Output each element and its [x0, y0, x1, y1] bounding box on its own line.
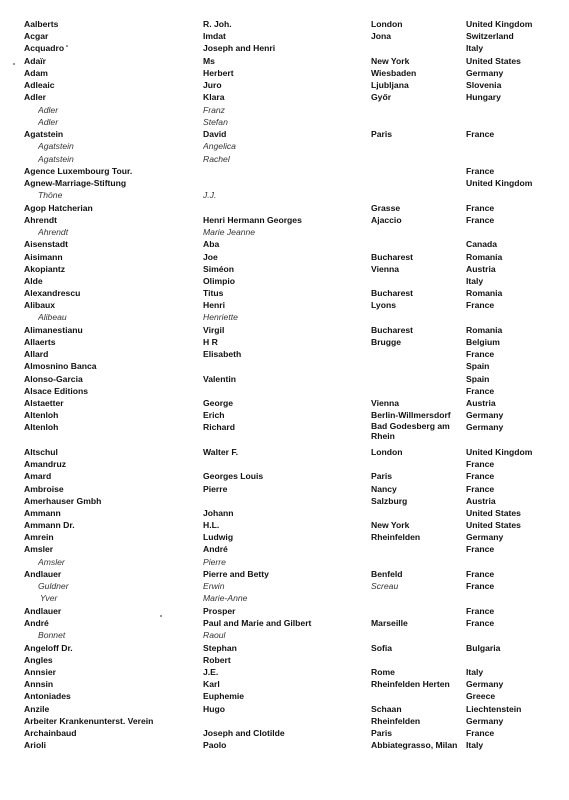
country-cell: Germany	[466, 532, 504, 542]
surname-cell: Altenloh	[24, 410, 59, 420]
register-row	[0, 507, 569, 519]
first-name-cell: Henri	[203, 300, 225, 310]
surname-cell: Amrein	[24, 532, 54, 542]
register-row	[0, 654, 569, 666]
register-row	[0, 238, 569, 250]
surname-cell: Adler	[38, 117, 59, 127]
register-row	[0, 458, 569, 470]
city-cell: Bucharest	[371, 252, 414, 262]
register-row	[0, 739, 569, 751]
city-cell: Vienna	[371, 398, 400, 408]
first-name-cell: David	[203, 129, 227, 139]
city-cell: Paris	[371, 728, 393, 738]
city-cell: Abbiategrasso, Milan	[371, 740, 458, 750]
register-row	[0, 360, 569, 372]
first-name-cell: Joseph and Henri	[203, 43, 276, 53]
city-cell: Schaan	[371, 704, 402, 714]
register-row	[0, 470, 569, 482]
register-row	[0, 642, 569, 654]
surname-cell: Altenloh	[24, 422, 59, 432]
surname-cell: Alexandrescu	[24, 288, 81, 298]
country-cell: Germany	[466, 422, 504, 432]
country-cell: United States	[466, 508, 521, 518]
country-cell: Liechtenstein	[466, 704, 522, 714]
surname-cell: Altschul	[24, 447, 58, 457]
surname-cell: Aisenstadt	[24, 239, 68, 249]
first-name-cell: Georges Louis	[203, 471, 264, 481]
register-row	[0, 421, 569, 441]
surname-cell: Adam	[24, 68, 48, 78]
register-row	[0, 543, 569, 555]
register-row	[0, 580, 569, 592]
first-name-cell: R. Joh.	[203, 19, 232, 29]
first-name-cell: Olimpio	[203, 276, 235, 286]
first-name-cell: Raoul	[203, 630, 226, 640]
register-row	[0, 385, 569, 397]
first-name-cell: Henri Hermann Georges	[203, 215, 302, 225]
country-cell: Germany	[466, 679, 504, 689]
register-row	[0, 202, 569, 214]
city-cell: Grasse	[371, 203, 401, 213]
surname-cell: Alsace Editions	[24, 386, 88, 396]
first-name-cell: Johann	[203, 508, 234, 518]
first-name-cell: Walter F.	[203, 447, 239, 457]
first-name-cell: André	[203, 544, 228, 554]
country-cell: Italy	[466, 667, 484, 677]
surname-cell: Allard	[24, 349, 49, 359]
surname-cell: Almosnino Banca	[24, 361, 97, 371]
register-row	[0, 531, 569, 543]
city-cell: Nancy	[371, 484, 397, 494]
register-row	[0, 226, 569, 238]
first-name-cell: J.E.	[203, 667, 219, 677]
register-row	[0, 299, 569, 311]
surname-cell: Arioli	[24, 740, 46, 750]
register-row	[0, 483, 569, 495]
register-row	[0, 275, 569, 287]
country-cell: United States	[466, 56, 521, 66]
city-cell: Marseille	[371, 618, 408, 628]
city-cell: Wiesbaden	[371, 68, 417, 78]
first-name-cell: Ms	[203, 56, 215, 66]
surname-cell: Ambroise	[24, 484, 64, 494]
surname-cell: Ammann Dr.	[24, 520, 75, 530]
register-row	[0, 703, 569, 715]
surname-cell: Acgar	[24, 31, 49, 41]
surname-cell: Alibaux	[24, 300, 56, 310]
surname-cell: Anzile	[24, 704, 50, 714]
country-cell: Romania	[466, 288, 503, 298]
city-cell: Vienna	[371, 264, 400, 274]
surname-cell: Annsin	[24, 679, 54, 689]
register-row	[0, 495, 569, 507]
first-name-cell: Joe	[203, 252, 218, 262]
first-name-cell: Euphemie	[203, 691, 245, 701]
surname-cell: Annsier	[24, 667, 56, 677]
surname-cell: Aalberts	[24, 19, 59, 29]
surname-cell: Guldner	[38, 581, 69, 591]
city-cell: Rome	[371, 667, 395, 677]
country-cell: Bulgaria	[466, 643, 501, 653]
first-name-cell: Pierre and Betty	[203, 569, 269, 579]
register-row	[0, 727, 569, 739]
surname-cell: Arbeiter Krankenunterst. Verein	[24, 716, 154, 726]
first-name-cell: Klara	[203, 92, 225, 102]
surname-cell: Ahrendt	[38, 227, 69, 237]
surname-cell: Adler	[24, 92, 46, 102]
surname-cell: Amerhauser Gmbh	[24, 496, 102, 506]
city-cell: Benfeld	[371, 569, 403, 579]
register-row	[0, 42, 569, 54]
surname-cell: Adleaic	[24, 80, 55, 90]
surname-cell: Agatstein	[24, 129, 64, 139]
surname-cell: Agence Luxembourg Tour.	[24, 166, 133, 176]
first-name-cell: Stephan	[203, 643, 237, 653]
register-row	[0, 79, 569, 91]
surname-cell: Thöne	[38, 190, 63, 200]
register-row	[0, 251, 569, 263]
register-row	[0, 336, 569, 348]
register-row	[0, 690, 569, 702]
register-row	[0, 91, 569, 103]
country-cell: Switzerland	[466, 31, 514, 41]
first-name-cell: Robert	[203, 655, 231, 665]
country-cell: United Kingdom	[466, 447, 533, 457]
country-cell: Spain	[466, 374, 490, 384]
surname-cell: Adaïr	[24, 56, 46, 66]
country-cell: Austria	[466, 496, 496, 506]
country-cell: Romania	[466, 325, 503, 335]
scan-speck	[160, 615, 162, 617]
register-row	[0, 104, 569, 116]
register-row	[0, 678, 569, 690]
city-cell: Győr	[371, 92, 392, 102]
country-cell: France	[466, 459, 495, 469]
first-name-cell: Richard	[203, 422, 235, 432]
surname-cell: Acquadro	[24, 43, 65, 53]
surname-cell: Agatstein	[38, 154, 74, 164]
country-cell: France	[466, 129, 495, 139]
surname-cell: André	[24, 618, 49, 628]
surname-cell: Angeloff Dr.	[24, 643, 73, 653]
country-cell: France	[466, 618, 495, 628]
surname-cell: Agatstein	[38, 141, 74, 151]
first-name-cell: Hugo	[203, 704, 225, 714]
first-name-cell: Erich	[203, 410, 225, 420]
surname-cell: Yver	[40, 593, 58, 603]
country-cell: France	[466, 349, 495, 359]
city-cell: Jona	[371, 31, 392, 41]
register-row	[0, 287, 569, 299]
country-cell: France	[466, 166, 495, 176]
register-row	[0, 556, 569, 568]
surname-cell: Angles	[24, 655, 53, 665]
register-row	[0, 30, 569, 42]
first-name-cell: George	[203, 398, 234, 408]
surname-cell: Alibeau	[38, 312, 67, 322]
country-cell: Belgium	[466, 337, 500, 347]
first-name-cell: Joseph and Clotilde	[203, 728, 285, 738]
register-row	[0, 348, 569, 360]
country-cell: France	[466, 215, 495, 225]
city-cell: Lyons	[371, 300, 396, 310]
surname-cell: Amard	[24, 471, 52, 481]
first-name-cell: H.L.	[203, 520, 220, 530]
city-cell: London	[371, 447, 403, 457]
register-row	[0, 214, 569, 226]
register-row	[0, 446, 569, 458]
register-row	[0, 55, 569, 67]
first-name-cell: Henriette	[203, 312, 238, 322]
surname-cell: Agop Hatcherian	[24, 203, 93, 213]
register-row	[0, 165, 569, 177]
city-cell: Bucharest	[371, 325, 414, 335]
register-row	[0, 666, 569, 678]
register-row	[0, 324, 569, 336]
country-cell: Greece	[466, 691, 496, 701]
country-cell: Italy	[466, 43, 484, 53]
register-row	[0, 629, 569, 641]
register-row	[0, 397, 569, 409]
city-cell: Rheinfelden	[371, 716, 421, 726]
first-name-cell: Aba	[203, 239, 220, 249]
surname-cell: Allaerts	[24, 337, 56, 347]
first-name-cell: Marie-Anne	[203, 593, 248, 603]
surname-cell: Alstaetter	[24, 398, 64, 408]
first-name-cell: Karl	[203, 679, 220, 689]
surname-cell: Amsler	[24, 544, 54, 554]
surname-cell: Andlauer	[24, 569, 62, 579]
surname-cell: Andlauer	[24, 606, 62, 616]
country-cell: Germany	[466, 410, 504, 420]
surname-cell: Alde	[24, 276, 43, 286]
first-name-cell: Juro	[203, 80, 222, 90]
first-name-cell: Rachel	[203, 154, 230, 164]
city-cell: Paris	[371, 129, 393, 139]
city-cell: Rheinfelden Herten	[371, 679, 450, 689]
first-name-cell: J.J.	[203, 190, 217, 200]
surname-cell: Aisimann	[24, 252, 63, 262]
country-cell: France	[466, 471, 495, 481]
first-name-cell: Virgil	[203, 325, 225, 335]
register-row	[0, 568, 569, 580]
surname-cell: Alimanestianu	[24, 325, 83, 335]
country-cell: Romania	[466, 252, 503, 262]
first-name-cell: Pierre	[203, 484, 228, 494]
city-cell: Ajaccio	[371, 215, 402, 225]
city-cell: Rheinfelden	[371, 532, 421, 542]
register-row	[0, 128, 569, 140]
first-name-cell: Erwin	[203, 581, 225, 591]
country-cell: Hungary	[466, 92, 501, 102]
country-cell: United Kingdom	[466, 178, 533, 188]
surname-cell: Ahrendt	[24, 215, 57, 225]
country-cell: France	[466, 203, 495, 213]
register-row	[0, 311, 569, 323]
city-cell: Sofia	[371, 643, 393, 653]
city-cell: Brugge	[371, 337, 402, 347]
first-name-cell: Herbert	[203, 68, 234, 78]
country-cell: Italy	[466, 276, 484, 286]
first-name-cell: Titus	[203, 288, 224, 298]
register-row	[0, 263, 569, 275]
city-cell: Screau	[371, 581, 399, 591]
scan-speck	[66, 45, 68, 47]
first-name-cell: Elisabeth	[203, 349, 242, 359]
country-cell: Slovenia	[466, 80, 502, 90]
first-name-cell: Paul and Marie and Gilbert	[203, 618, 312, 628]
surname-cell: Alonso-Garcia	[24, 374, 83, 384]
surname-cell: Bonnet	[38, 630, 66, 640]
first-name-cell: Ludwig	[203, 532, 234, 542]
surname-cell: Amandruz	[24, 459, 67, 469]
surname-cell: Ammann	[24, 508, 61, 518]
first-name-cell: Pierre	[203, 557, 226, 567]
country-cell: Germany	[466, 716, 504, 726]
country-cell: France	[466, 300, 495, 310]
surname-cell: Antoniades	[24, 691, 71, 701]
country-cell: Spain	[466, 361, 490, 371]
country-cell: Italy	[466, 740, 484, 750]
register-row	[0, 18, 569, 30]
first-name-cell: Stefan	[203, 117, 228, 127]
first-name-cell: Prosper	[203, 606, 236, 616]
register-row	[0, 140, 569, 152]
register-row	[0, 153, 569, 165]
register-row	[0, 617, 569, 629]
first-name-cell: Paolo	[203, 740, 227, 750]
city-cell: London	[371, 19, 403, 29]
register-row	[0, 605, 569, 617]
register-row	[0, 67, 569, 79]
first-name-cell: Siméon	[203, 264, 235, 274]
register-row	[0, 116, 569, 128]
first-name-cell: Imdat	[203, 31, 226, 41]
country-cell: France	[466, 544, 495, 554]
city-cell: Ljubljana	[371, 80, 409, 90]
country-cell: Canada	[466, 239, 498, 249]
register-row	[0, 409, 569, 421]
country-cell: United States	[466, 520, 521, 530]
surname-cell: Akopiantz	[24, 264, 66, 274]
first-name-cell: Angelica	[203, 141, 236, 151]
surname-cell: Adler	[38, 105, 59, 115]
first-name-cell: H R	[203, 337, 218, 347]
surname-cell: Archainbaud	[24, 728, 77, 738]
country-cell: France	[466, 606, 495, 616]
city-cell: Berlin-Willmersdorf	[371, 410, 451, 420]
register-row	[0, 519, 569, 531]
city-cell: New York	[371, 520, 410, 530]
first-name-cell: Marie Jeanne	[203, 227, 256, 237]
city-cell: Salzburg	[371, 496, 408, 506]
register-row	[0, 189, 569, 201]
surname-cell: Agnew-Marriage-Stiftung	[24, 178, 127, 188]
country-cell: United Kingdom	[466, 19, 533, 29]
first-name-cell: Franz	[203, 105, 225, 115]
country-cell: Germany	[466, 68, 504, 78]
country-cell: France	[466, 581, 495, 591]
country-cell: France	[466, 569, 495, 579]
country-cell: France	[466, 484, 495, 494]
country-cell: Austria	[466, 398, 496, 408]
first-name-cell: Valentin	[203, 374, 236, 384]
city-cell: Bucharest	[371, 288, 414, 298]
surname-cell: Amsler	[38, 557, 65, 567]
country-cell: Austria	[466, 264, 496, 274]
register-row	[0, 373, 569, 385]
register-row	[0, 177, 569, 189]
city-cell: Bad Godesberg am Rhein	[371, 421, 450, 441]
register-row	[0, 592, 569, 604]
city-cell: New York	[371, 56, 410, 66]
register-row	[0, 715, 569, 727]
country-cell: France	[466, 386, 495, 396]
scan-speck	[13, 63, 15, 65]
city-cell: Paris	[371, 471, 393, 481]
country-cell: France	[466, 728, 495, 738]
